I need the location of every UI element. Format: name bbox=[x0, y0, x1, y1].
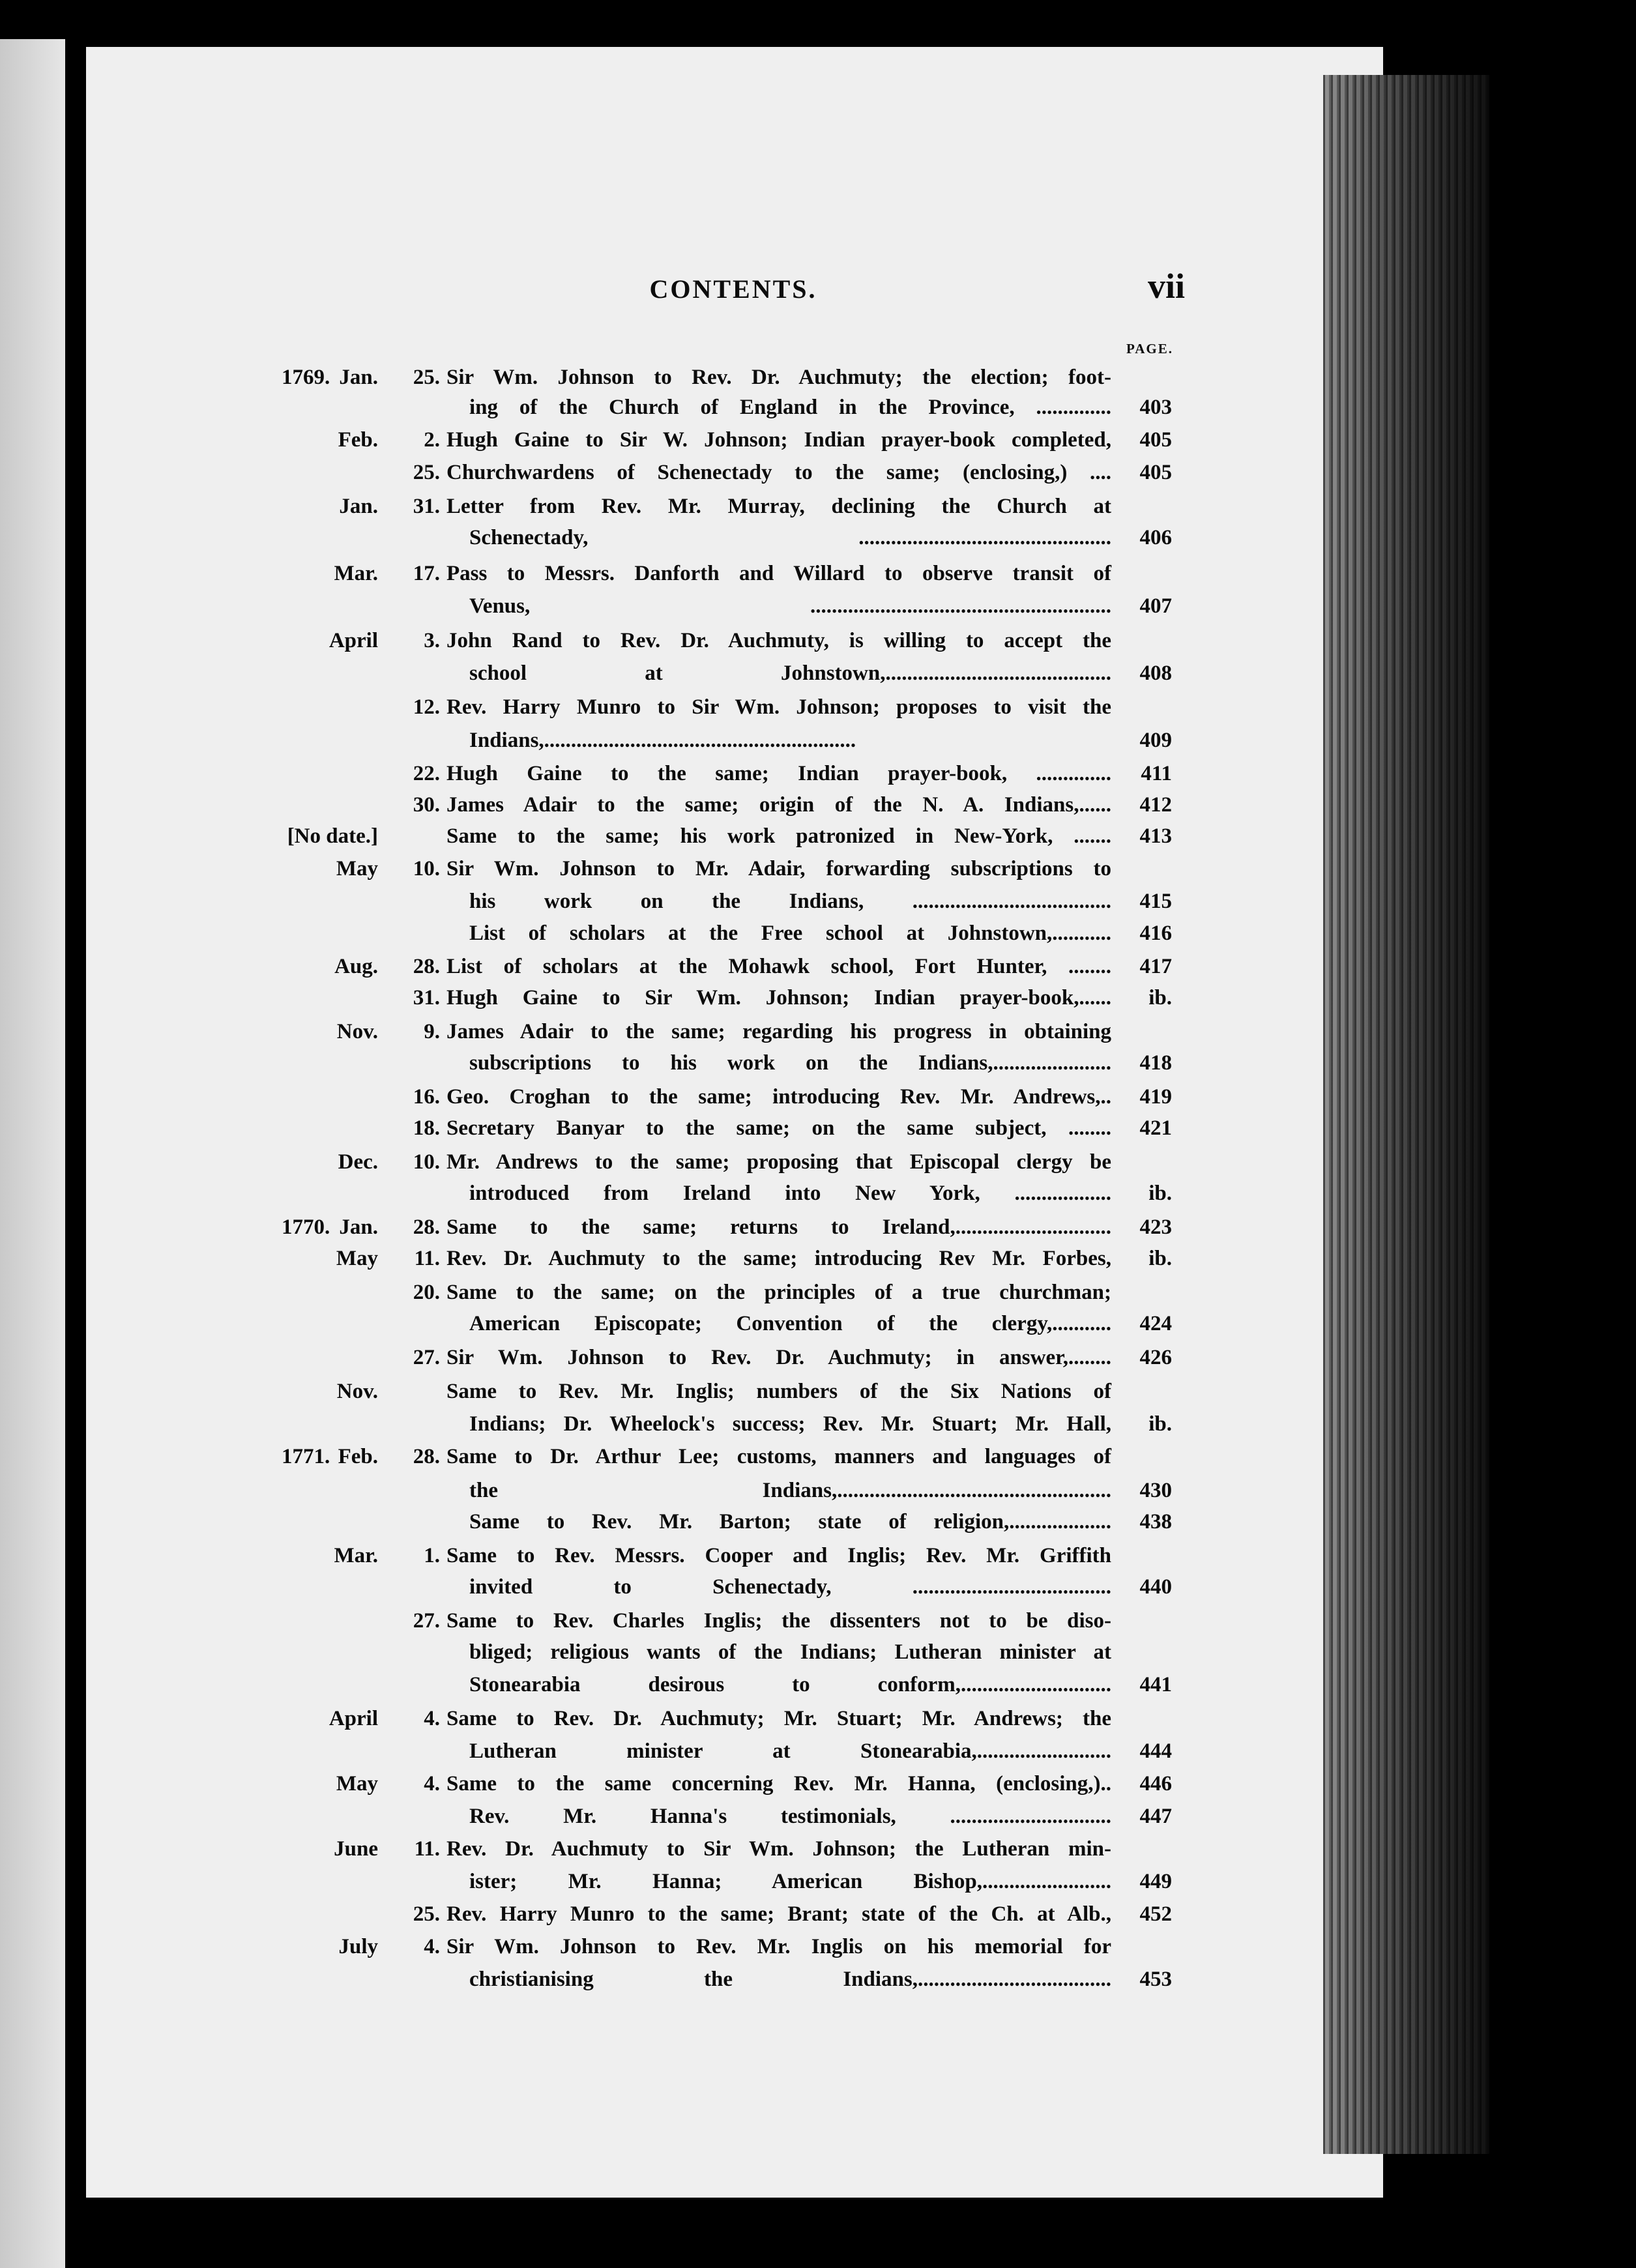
entry-description: John Rand to Rev. Dr. Auchmuty, is willing to accept the bbox=[446, 629, 1111, 652]
entry-month: May bbox=[336, 857, 378, 880]
entry-description: Sir Wm. Johnson to Mr. Adair, forwarding subscriptions to bbox=[446, 857, 1111, 880]
entry-page-number: ib. bbox=[1148, 1182, 1172, 1205]
entry-month: Mar. bbox=[334, 1544, 378, 1567]
entry-day: 17. bbox=[413, 562, 440, 585]
entry-description: List of scholars at the Free school at Johnstown,........... bbox=[469, 922, 1111, 945]
entry-day: 4. bbox=[424, 1707, 440, 1730]
contents-entry bbox=[0, 789, 1636, 821]
entry-page-number: 452 bbox=[1139, 1902, 1172, 1926]
page-number: vii bbox=[1147, 267, 1185, 306]
contents-entry bbox=[0, 1668, 1636, 1701]
entry-month: [No date.] bbox=[287, 824, 378, 848]
entry-day: 28. bbox=[413, 1215, 440, 1239]
entry-day: 25. bbox=[413, 366, 440, 389]
entry-month: Jan. bbox=[339, 495, 378, 518]
entry-month: Nov. bbox=[336, 1020, 378, 1043]
contents-entry bbox=[0, 1015, 1636, 1048]
entry-description: Schenectady, ............................................... bbox=[469, 526, 1111, 549]
entry-month: July bbox=[338, 1935, 378, 1958]
entry-description: subscriptions to his work on the Indians,...................... bbox=[469, 1051, 1111, 1075]
entry-year: 1771. bbox=[282, 1445, 330, 1468]
entry-page-number: 426 bbox=[1139, 1346, 1172, 1369]
entry-month: May bbox=[336, 1247, 378, 1270]
entry-description: Indians,.......................................................... bbox=[469, 729, 856, 752]
contents-entry bbox=[0, 1112, 1636, 1144]
entry-page-number: 438 bbox=[1139, 1510, 1172, 1534]
entry-page-number: 423 bbox=[1139, 1215, 1172, 1239]
entry-page-number: 409 bbox=[1139, 729, 1172, 752]
entry-description: the Indians,................................................... bbox=[469, 1479, 1111, 1502]
entry-description: Geo. Croghan to the same; introducing Rev. Mr. Andrews,.. bbox=[446, 1085, 1111, 1109]
entry-description: bliged; religious wants of the Indians; Lutheran minister at bbox=[469, 1640, 1111, 1664]
contents-entry bbox=[0, 885, 1636, 918]
contents-entry bbox=[0, 657, 1636, 690]
entry-day: 25. bbox=[413, 461, 440, 484]
entry-description: Sir Wm. Johnson to Rev. Mr. Inglis on his memorial for bbox=[446, 1935, 1111, 1958]
entry-description: Same to Dr. Arthur Lee; customs, manners and languages of bbox=[446, 1445, 1111, 1468]
contents-entry bbox=[0, 1539, 1636, 1572]
contents-entry bbox=[0, 757, 1636, 790]
contents-entry bbox=[0, 1702, 1636, 1735]
entry-day: 16. bbox=[413, 1085, 440, 1109]
entry-page-number: 453 bbox=[1139, 1968, 1172, 1991]
contents-entry bbox=[0, 1211, 1636, 1243]
entry-description: Indians; Dr. Wheelock's success; Rev. Mr. Stuart; Mr. Hall, bbox=[469, 1412, 1111, 1436]
entry-day: 20. bbox=[413, 1281, 440, 1304]
entry-page-number: 413 bbox=[1139, 824, 1172, 848]
entry-description: Lutheran minister at Stonearabia,......................... bbox=[469, 1739, 1111, 1763]
entry-month: Nov. bbox=[336, 1380, 378, 1403]
contents-entry bbox=[0, 624, 1636, 657]
contents-entry bbox=[0, 1505, 1636, 1538]
entry-page-number: 405 bbox=[1139, 461, 1172, 484]
contents-entry bbox=[0, 1307, 1636, 1340]
entry-description: invited to Schenectady, ..................................... bbox=[469, 1575, 1111, 1599]
entry-day: 4. bbox=[424, 1935, 440, 1958]
entry-page-number: 421 bbox=[1139, 1116, 1172, 1140]
contents-entry bbox=[0, 691, 1636, 723]
entry-day: 31. bbox=[413, 986, 440, 1010]
entry-description: Rev. Mr. Hanna's testimonials, .............................. bbox=[469, 1805, 1111, 1828]
entry-description: christianising the Indians,.................................... bbox=[469, 1968, 1111, 1991]
entry-description: Rev. Harry Munro to the same; Brant; state of the Ch. at Alb., bbox=[446, 1902, 1111, 1926]
entry-month: Feb. bbox=[338, 1445, 378, 1468]
contents-entry bbox=[0, 557, 1636, 590]
entry-description: Same to Rev. Dr. Auchmuty; Mr. Stuart; Mr. Andrews; the bbox=[446, 1707, 1111, 1730]
contents-entry bbox=[0, 1341, 1636, 1374]
entry-description: Same to the same; on the principles of a true churchman; bbox=[446, 1281, 1111, 1304]
entry-description: ing of the Church of England in the Province, .............. bbox=[469, 396, 1111, 419]
entry-page-number: ib. bbox=[1148, 1247, 1172, 1270]
entry-description: Rev. Harry Munro to Sir Wm. Johnson; proposes to visit the bbox=[446, 695, 1111, 719]
entry-page-number: 446 bbox=[1139, 1772, 1172, 1796]
entry-month: May bbox=[336, 1772, 378, 1796]
entry-day: 12. bbox=[413, 695, 440, 719]
contents-entry bbox=[0, 724, 1636, 757]
contents-entry bbox=[0, 424, 1636, 456]
entry-description: Same to the same; his work patronized in New-York, ....... bbox=[446, 824, 1111, 848]
contents-entry bbox=[0, 1440, 1636, 1473]
entry-day: 28. bbox=[413, 955, 440, 978]
entry-page-number: 408 bbox=[1139, 662, 1172, 685]
entry-day: 11. bbox=[414, 1247, 440, 1270]
entry-day: 2. bbox=[424, 428, 440, 452]
entry-page-number: ib. bbox=[1148, 986, 1172, 1010]
entry-description: Hugh Gaine to Sir W. Johnson; Indian prayer-book completed, bbox=[446, 428, 1111, 452]
entry-month: Mar. bbox=[334, 562, 378, 585]
entry-day: 27. bbox=[413, 1609, 440, 1633]
contents-entry bbox=[0, 917, 1636, 950]
entry-page-number: 415 bbox=[1139, 890, 1172, 913]
entry-day: 31. bbox=[413, 495, 440, 518]
entry-day: 10. bbox=[413, 1150, 440, 1174]
entry-description: his work on the Indians, ..................................... bbox=[469, 890, 1111, 913]
entry-year: 1770. bbox=[282, 1215, 330, 1239]
entry-day: 1. bbox=[424, 1544, 440, 1567]
entry-page-number: 430 bbox=[1139, 1479, 1172, 1502]
contents-entry bbox=[0, 590, 1636, 622]
entry-month: April bbox=[329, 1707, 378, 1730]
entry-page-number: 405 bbox=[1139, 428, 1172, 452]
contents-entry bbox=[0, 1474, 1636, 1507]
contents-entry bbox=[0, 1276, 1636, 1309]
contents-entry bbox=[0, 1047, 1636, 1079]
entry-description: Venus, ........................................................ bbox=[469, 594, 1111, 618]
entry-page-number: 447 bbox=[1139, 1805, 1172, 1828]
contents-entry bbox=[0, 1571, 1636, 1603]
contents-entry bbox=[0, 852, 1636, 885]
contents-entry bbox=[0, 1963, 1636, 1996]
entry-description: Sir Wm. Johnson to Rev. Dr. Auchmuty; the election; foot- bbox=[446, 366, 1111, 389]
entry-page-number: 416 bbox=[1139, 922, 1172, 945]
entry-month: Jan. bbox=[339, 1215, 378, 1239]
entry-day: 4. bbox=[424, 1772, 440, 1796]
entry-month: April bbox=[329, 629, 378, 652]
entry-page-number: 407 bbox=[1139, 594, 1172, 618]
entry-description: Mr. Andrews to the same; proposing that Episcopal clergy be bbox=[446, 1150, 1111, 1174]
entry-description: ister; Mr. Hanna; American Bishop,........................ bbox=[469, 1870, 1111, 1893]
entry-description: Sir Wm. Johnson to Rev. Dr. Auchmuty; in answer,........ bbox=[446, 1346, 1111, 1369]
entry-description: introduced from Ireland into New York, .................. bbox=[469, 1182, 1111, 1205]
entry-page-number: 417 bbox=[1139, 955, 1172, 978]
contents-entry bbox=[0, 1865, 1636, 1898]
entry-description: Same to the same; returns to Ireland,............................. bbox=[446, 1215, 1111, 1239]
entry-month: Aug. bbox=[334, 955, 378, 978]
entry-page-number: 418 bbox=[1139, 1051, 1172, 1075]
entry-page-number: 449 bbox=[1139, 1870, 1172, 1893]
contents-entry bbox=[0, 1177, 1636, 1210]
page-column-label: PAGE. bbox=[1126, 341, 1173, 356]
entry-description: Same to Rev. Charles Inglis; the dissenters not to be diso- bbox=[446, 1609, 1111, 1633]
entry-description: American Episcopate; Convention of the clergy,........... bbox=[469, 1312, 1111, 1335]
contents-entry bbox=[0, 1767, 1636, 1800]
entry-day: 22. bbox=[413, 762, 440, 785]
contents-entry bbox=[0, 521, 1636, 554]
entry-page-number: 440 bbox=[1139, 1575, 1172, 1599]
entry-description: Same to Rev. Messrs. Cooper and Inglis; Rev. Mr. Griffith bbox=[446, 1544, 1111, 1567]
entry-description: List of scholars at the Mohawk school, Fort Hunter, ........ bbox=[446, 955, 1111, 978]
entry-page-number: 441 bbox=[1139, 1673, 1172, 1696]
entry-description: Rev. Dr. Auchmuty to Sir Wm. Johnson; the Lutheran min- bbox=[446, 1837, 1111, 1861]
entry-description: James Adair to the same; origin of the N. A. Indians,...... bbox=[446, 793, 1111, 817]
contents-entry bbox=[0, 1605, 1636, 1637]
entry-description: Rev. Dr. Auchmuty to the same; introducing Rev Mr. Forbes, bbox=[446, 1247, 1111, 1270]
contents-entry bbox=[0, 1735, 1636, 1767]
entry-description: Pass to Messrs. Danforth and Willard to observe transit of bbox=[446, 562, 1111, 585]
entry-description: Secretary Banyar to the same; on the same subject, ........ bbox=[446, 1116, 1111, 1140]
contents-entry bbox=[0, 1833, 1636, 1865]
entry-description: Same to Rev. Mr. Inglis; numbers of the Six Nations of bbox=[446, 1380, 1111, 1403]
entry-day: 27. bbox=[413, 1346, 440, 1369]
contents-entry bbox=[0, 1242, 1636, 1275]
contents-entry bbox=[0, 1081, 1636, 1113]
contents-entry bbox=[0, 1930, 1636, 1963]
entry-description: Same to Rev. Mr. Barton; state of religion,................... bbox=[469, 1510, 1111, 1534]
contents-entry bbox=[0, 1898, 1636, 1930]
entry-page-number: 444 bbox=[1139, 1739, 1172, 1763]
entry-page-number: 403 bbox=[1139, 396, 1172, 419]
entry-description: Stonearabia desirous to conform,............................ bbox=[469, 1673, 1111, 1696]
entry-month: Dec. bbox=[338, 1150, 378, 1174]
contents-entry bbox=[0, 950, 1636, 983]
entry-description: Hugh Gaine to the same; Indian prayer-book, .............. bbox=[446, 762, 1111, 785]
entry-month: Jan. bbox=[339, 366, 378, 389]
entry-day: 30. bbox=[413, 793, 440, 817]
entry-page-number: 406 bbox=[1139, 526, 1172, 549]
contents-entry bbox=[0, 1146, 1636, 1178]
entry-day: 11. bbox=[414, 1837, 440, 1861]
running-head-title: CONTENTS. bbox=[649, 274, 817, 304]
contents-entry bbox=[0, 1408, 1636, 1440]
entry-description: Hugh Gaine to Sir Wm. Johnson; Indian prayer-book,...... bbox=[446, 986, 1111, 1010]
entry-month: June bbox=[334, 1837, 378, 1861]
entry-description: Churchwardens of Schenectady to the same; (enclosing,) .... bbox=[446, 461, 1111, 484]
entry-page-number: ib. bbox=[1148, 1412, 1172, 1436]
contents-entry bbox=[0, 1800, 1636, 1833]
entry-month: Feb. bbox=[338, 428, 378, 452]
entry-description: school at Johnstown,.......................................... bbox=[469, 662, 1111, 685]
entry-year: 1769. bbox=[282, 366, 330, 389]
contents-entry bbox=[0, 981, 1636, 1014]
contents-entry bbox=[0, 1375, 1636, 1408]
contents-entry bbox=[0, 391, 1636, 424]
entry-description: James Adair to the same; regarding his progress in obtaining bbox=[446, 1020, 1111, 1043]
contents-entry bbox=[0, 820, 1636, 852]
entry-page-number: 424 bbox=[1139, 1312, 1172, 1335]
entry-day: 28. bbox=[413, 1445, 440, 1468]
entry-day: 18. bbox=[413, 1116, 440, 1140]
entry-description: Letter from Rev. Mr. Murray, declining the Church at bbox=[446, 495, 1111, 518]
entry-page-number: 412 bbox=[1139, 793, 1172, 817]
entry-page-number: 411 bbox=[1141, 762, 1172, 785]
entry-day: 3. bbox=[424, 629, 440, 652]
entry-page-number: 419 bbox=[1139, 1085, 1172, 1109]
contents-entry bbox=[0, 1636, 1636, 1668]
entry-day: 25. bbox=[413, 1902, 440, 1926]
contents-entry bbox=[0, 490, 1636, 523]
contents-entry bbox=[0, 456, 1636, 489]
entry-description: Same to the same concerning Rev. Mr. Hanna, (enclosing,).. bbox=[446, 1772, 1111, 1796]
contents-entry bbox=[0, 361, 1636, 394]
entry-day: 9. bbox=[424, 1020, 440, 1043]
entry-day: 10. bbox=[413, 857, 440, 880]
